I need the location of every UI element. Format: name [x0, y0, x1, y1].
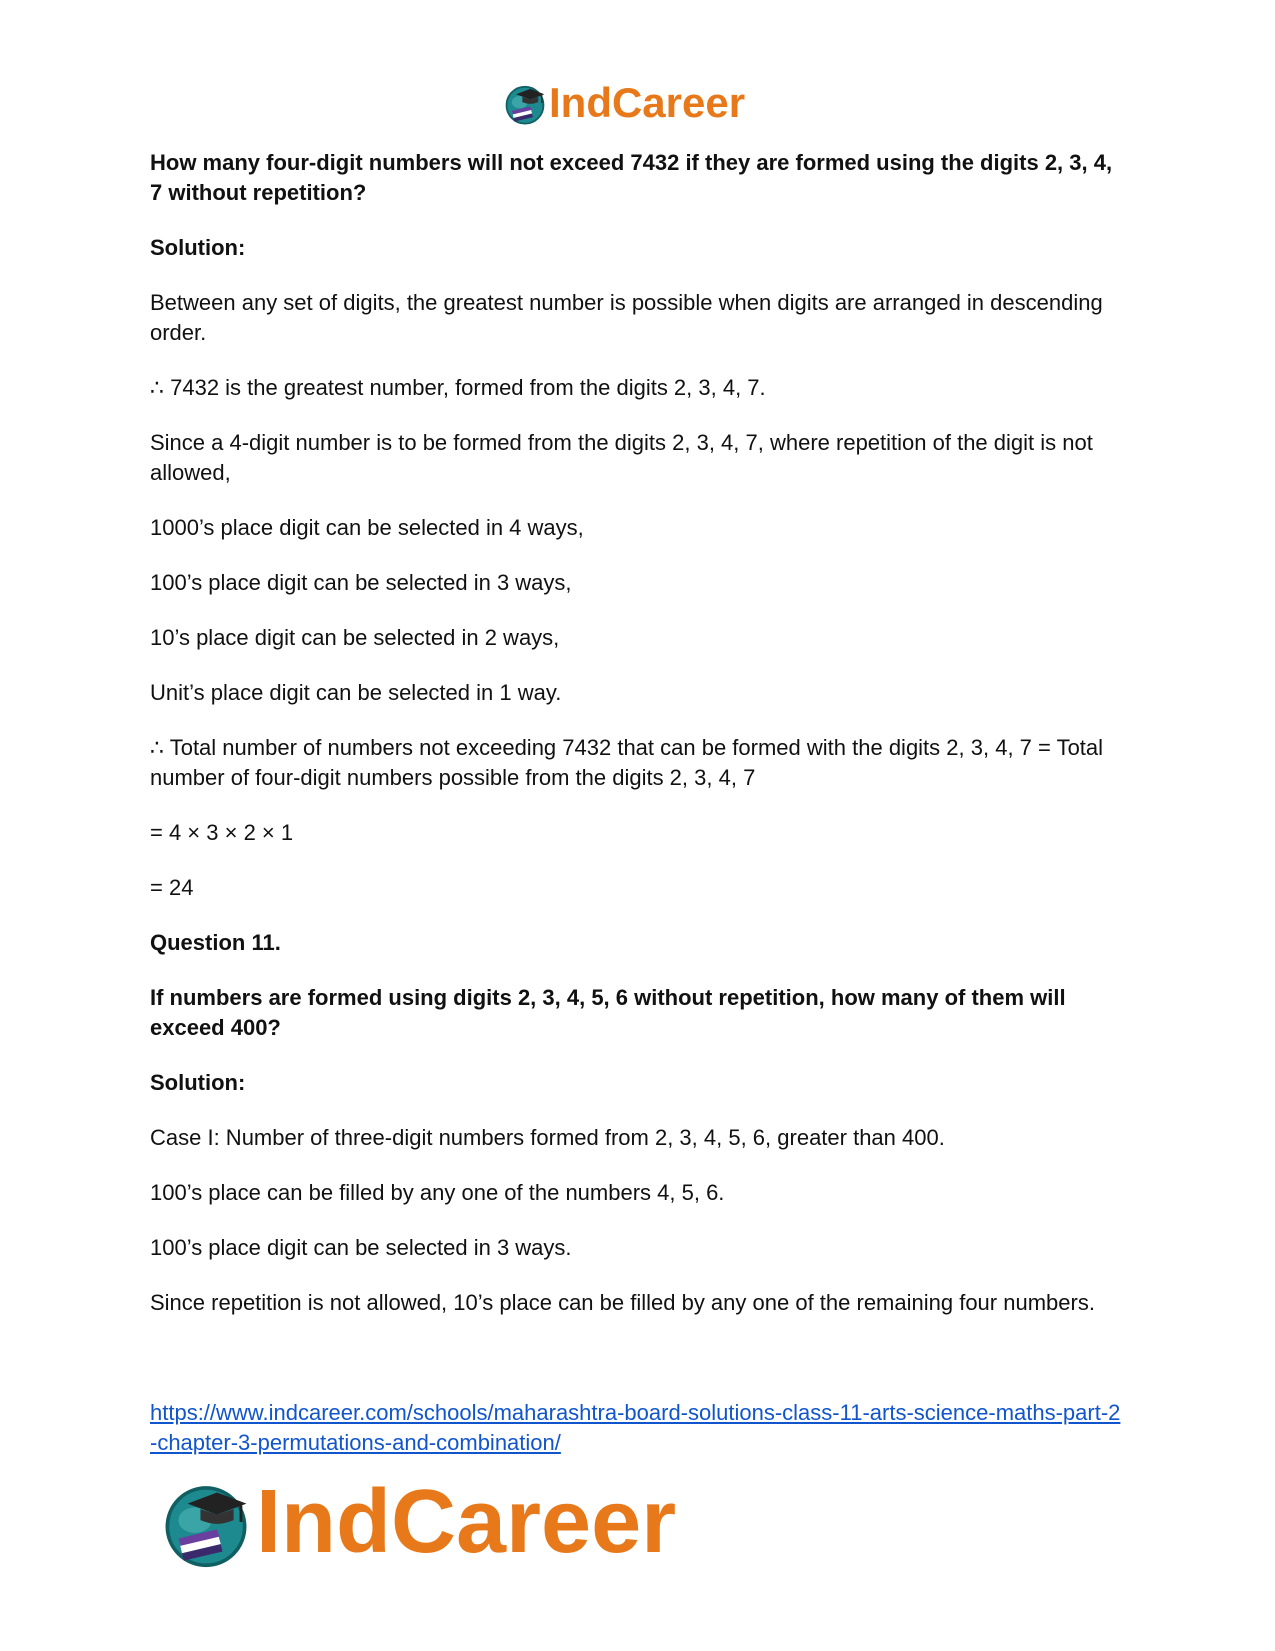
- logo-wordmark: IndCareer: [549, 79, 746, 126]
- solution-paragraph: ∴ Total number of numbers not exceeding 7432 that can be formed with the digits 2, 3, 4, 7 = Total number of four-digit numbers possible from the digits 2, 3, 4, 7: [150, 735, 1104, 790]
- solution-paragraph: Since repetition is not allowed, 10’s place can be filled by any one of the remaining four numbers.: [150, 1290, 1095, 1315]
- solution-paragraph: Case I: Number of three-digit numbers formed from 2, 3, 4, 5, 6, greater than 400.: [150, 1125, 945, 1150]
- solution-heading: Solution:: [150, 235, 246, 260]
- solution-paragraph: Between any set of digits, the greatest number is possible when digits are arranged in descending order.: [150, 290, 1103, 345]
- question-heading: Question 11.: [150, 930, 281, 955]
- logo-wordmark: IndCareer: [256, 1472, 677, 1572]
- solution-paragraph: 100’s place digit can be selected in 3 ways,: [150, 570, 572, 595]
- solution-paragraph: 100’s place can be filled by any one of the numbers 4, 5, 6.: [150, 1180, 725, 1205]
- question-10-text: How many four-digit numbers will not exceed 7432 if they are formed using the digits 2, 3, 4, 7 without repetition?: [150, 150, 1113, 205]
- solution-paragraph: Unit’s place digit can be selected in 1 way.: [150, 680, 562, 705]
- solution-paragraph: Since a 4-digit number is to be formed from the digits 2, 3, 4, 7, where repetition of the digit is not allowed,: [150, 430, 1093, 485]
- header-logo: [503, 78, 745, 128]
- logo-emblem-icon: [503, 81, 547, 125]
- document-body: [150, 148, 1125, 1343]
- solution-paragraph: 100’s place digit can be selected in 3 ways.: [150, 1235, 572, 1260]
- solution-paragraph: ∴ 7432 is the greatest number, formed from the digits 2, 3, 4, 7.: [150, 375, 766, 400]
- solution-paragraph: 1000’s place digit can be selected in 4 ways,: [150, 515, 584, 540]
- equation-line: = 4 × 3 × 2 × 1: [150, 820, 294, 845]
- solution-heading: Solution:: [150, 1070, 246, 1095]
- source-link[interactable]: https://www.indcareer.com/schools/maharashtra-board-solutions-class-11-arts-science-maths-part-2-chapter-3-permutations-and-combination/: [150, 1400, 1121, 1455]
- solution-paragraph: 10’s place digit can be selected in 2 ways,: [150, 625, 560, 650]
- equation-result: = 24: [150, 875, 194, 900]
- footer-logo: [160, 1470, 676, 1574]
- question-11-text: If numbers are formed using digits 2, 3, 4, 5, 6 without repetition, how many of them will exceed 400?: [150, 985, 1066, 1040]
- logo-emblem-icon: [160, 1476, 252, 1568]
